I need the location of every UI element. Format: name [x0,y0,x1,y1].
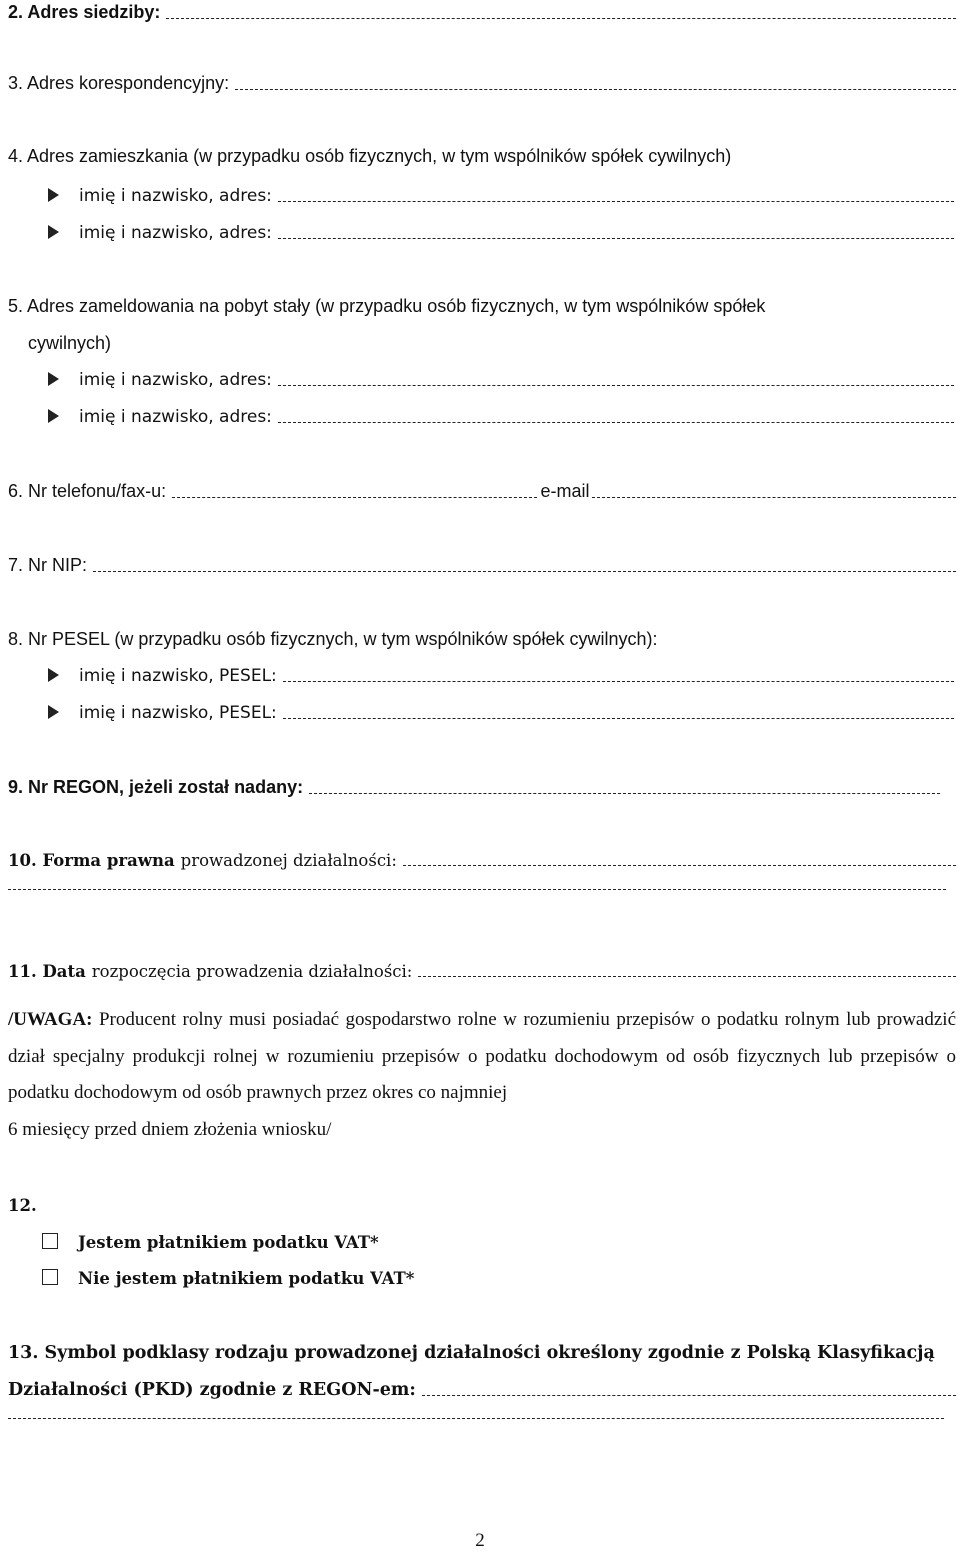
arrow-bullet-icon [48,705,59,719]
input-line-forma-prawna-2[interactable] [8,888,946,890]
note-uwaga-text: Producent rolny musi posiadać gospodarstwo rolne w rozumieniu przepisów o podatku rolnym lub prowadzić dział specjalny produkcji rolnej w rozumieniu przepisów o podatku dochodowym od osób fizycznych lub przepisów o podatku dochodowym od osób prawnych przez okres co najmniej [8,1009,957,1103]
label-forma-prawna-rest: prowadzonej działalności: [180,851,397,870]
label-data-rest: rozpoczęcia prowadzenia działalności: [91,962,413,981]
note-uwaga-last-line: 6 miesięcy przed dniem złożenia wniosku/ [8,1118,332,1140]
input-line-adres-korespondencyjny[interactable] [235,88,956,90]
arrow-bullet-icon [48,225,59,239]
field-data-rozpoczecia [8,962,956,981]
heading-vat [8,1196,956,1215]
heading-adres-zamieszkania [8,146,956,167]
input-line-data-rozpoczecia[interactable] [418,975,956,977]
input-line-s4-1[interactable] [278,200,954,202]
label-telefon: 6. Nr telefonu/fax-u: [8,481,167,501]
heading-pesel [8,629,956,650]
heading-pkd [8,1343,956,1363]
checkbox-vat-no[interactable] [42,1269,58,1285]
arrow-bullet-icon [48,409,59,423]
input-line-forma-prawna-1[interactable] [403,864,956,866]
label-s4-imie-adres-1: imię i nazwisko, adres: [79,186,272,206]
label-s5-imie-adres-1: imię i nazwisko, adres: [79,370,272,390]
input-line-s5-2[interactable] [278,421,954,423]
field-s4-imie-adres-1 [48,186,954,206]
heading-adres-zameldowania-cont [28,333,960,354]
input-line-pesel-1[interactable] [283,680,954,682]
input-line-pkd-1[interactable] [422,1394,956,1396]
field-s5-imie-adres-2 [48,407,954,427]
heading-adres-zameldowania [8,296,956,317]
arrow-bullet-icon [48,372,59,386]
page-number: 2 [475,1530,485,1551]
label-adres-korespondencyjny: 3. Adres korespondencyjny: [8,73,230,93]
field-pkd-cont [8,1417,944,1423]
input-line-email[interactable] [592,496,956,498]
label-nip: 7. Nr NIP: [8,555,88,575]
label-adres-zamieszkania: 4. Adres zamieszkania (w przypadku osób fizycznych, w tym wspólników spółek cywilnych) [8,146,732,166]
option-vat-no[interactable] [42,1268,942,1288]
field-nip [8,555,956,576]
input-line-telefon[interactable] [172,496,536,498]
label-vat-no: Nie jestem płatnikiem podatku VAT* [78,1269,415,1288]
field-telefon-email [8,481,956,502]
note-uwaga-label: /UWAGA: [8,1009,93,1030]
label-s4-imie-adres-2: imię i nazwisko, adres: [79,223,272,243]
label-adres-zameldowania-cont: cywilnych) [28,333,112,353]
label-vat-number: 12. [8,1196,37,1215]
label-adres-zameldowania: 5. Adres zameldowania na pobyt stały (w przypadku osób fizycznych, w tym wspólników spółek [8,296,766,316]
input-line-regon[interactable] [309,792,940,794]
checkbox-vat-yes[interactable] [42,1233,58,1249]
field-pesel-2 [48,703,954,723]
field-adres-siedziby [8,2,956,23]
label-pesel-2: imię i nazwisko, PESEL: [79,703,277,723]
label-forma-prawna-bold: 10. Forma prawna [8,851,175,870]
field-forma-prawna-cont [8,888,946,894]
label-vat-yes: Jestem płatnikiem podatku VAT* [78,1233,379,1252]
arrow-bullet-icon [48,668,59,682]
label-pkd-cont: Działalności (PKD) zgodnie z REGON-em: [8,1380,416,1400]
field-forma-prawna [8,851,956,870]
label-email: e-mail [540,481,590,501]
input-line-pkd-2[interactable] [8,1417,944,1419]
label-pesel: 8. Nr PESEL (w przypadku osób fizycznych, w tym wspólników spółek cywilnych): [8,629,658,649]
label-regon: 9. Nr REGON, jeżeli został nadany: [8,777,304,797]
arrow-bullet-icon [48,188,59,202]
field-s5-imie-adres-1 [48,370,954,390]
input-line-nip[interactable] [93,570,956,572]
label-pkd: 13. Symbol podklasy rodzaju prowadzonej działalności określony zgodnie z Polską Klasyfikacją [8,1343,935,1363]
label-s5-imie-adres-2: imię i nazwisko, adres: [79,407,272,427]
label-adres-siedziby: 2. Adres siedziby: [8,2,161,22]
option-vat-yes[interactable] [42,1232,942,1252]
input-line-adres-siedziby[interactable] [166,17,956,19]
field-regon [8,777,940,798]
note-uwaga [8,1002,956,1148]
field-pesel-1 [48,666,954,686]
field-s4-imie-adres-2 [48,223,954,243]
field-pkd [8,1380,956,1400]
input-line-pesel-2[interactable] [283,717,954,719]
input-line-s5-1[interactable] [278,384,954,386]
input-line-s4-2[interactable] [278,237,954,239]
field-adres-korespondencyjny [8,73,956,94]
label-data-bold: 11. Data [8,962,86,981]
label-pesel-1: imię i nazwisko, PESEL: [79,666,277,686]
